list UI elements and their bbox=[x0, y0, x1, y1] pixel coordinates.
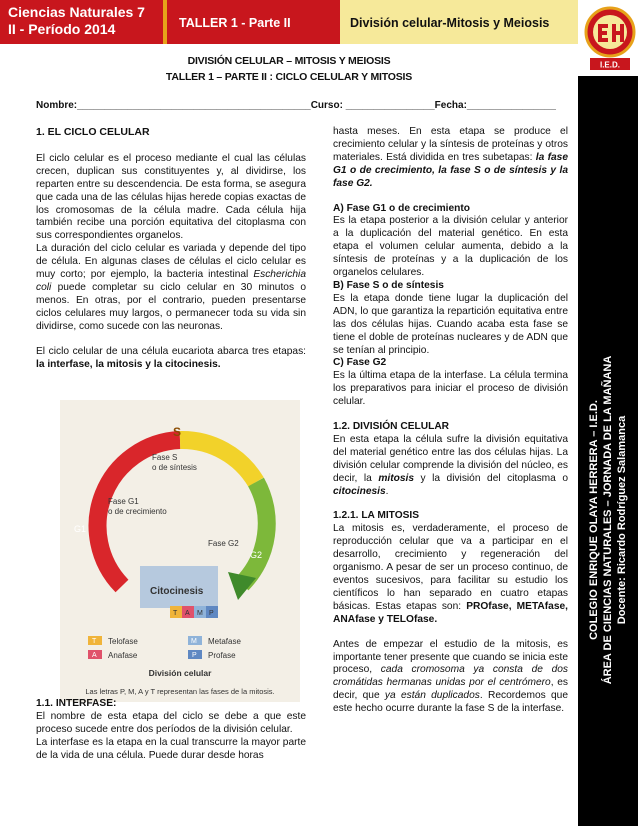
legend-anafase: Anafase bbox=[108, 651, 138, 660]
paragraph: La interfase es la etapa en la cual transcurre la mayor parte de la vida de una célula. Puede durar desde horas bbox=[36, 736, 306, 761]
fase-s-sub: o de síntesis bbox=[152, 463, 197, 472]
g2-label: G2 bbox=[250, 550, 263, 560]
course-label bbox=[0, 0, 163, 44]
division-label: División celular bbox=[148, 668, 212, 678]
legend-profase: Profase bbox=[208, 651, 236, 660]
paragraph: hasta meses. En esta etapa se produce el crecimiento celular y la síntesis de proteínas y otros materiales. Está dividida en tres subetapas: la fase G1 o de crecimiento, la fase S o de síntesis y la fase G2. bbox=[333, 126, 568, 189]
logo-text: I.E.D. bbox=[599, 60, 621, 70]
heading-fase-g2: C) Fase G2 bbox=[333, 357, 387, 369]
course-period: II - Período 2014 bbox=[8, 21, 116, 37]
g1-label: G1 bbox=[74, 524, 87, 534]
legend-p-key: P bbox=[192, 652, 197, 659]
workshop-tab-label: TALLER 1 - Parte II bbox=[179, 16, 291, 30]
segment-p-label: P bbox=[209, 610, 214, 617]
citocinesis-label: Citocinesis bbox=[150, 586, 204, 597]
doc-subtitle: TALLER 1 – PARTE II : CICLO CELULAR Y MITOSIS bbox=[165, 71, 413, 83]
sidebar-text bbox=[587, 356, 629, 685]
paragraph: Es la etapa posterior a la división celular y anterior a la duplicación del material genético. En esta etapa el volumen celular aumenta, debido a la síntesis de proteínas y a la duplicación de los organelos celulares. bbox=[333, 215, 568, 279]
section-heading-ciclo: 1. EL CICLO CELULAR bbox=[36, 126, 150, 138]
course-name: Ciencias Naturales 7 bbox=[8, 4, 145, 20]
paragraph: Es la última etapa de la interfase. La célula termina los preparativos para iniciar el proceso de división celular. bbox=[333, 370, 568, 408]
workshop-tab bbox=[163, 0, 340, 44]
section-heading-interfase: 1.1. INTERFASE: bbox=[36, 698, 117, 709]
legend-metafase: Metafase bbox=[208, 637, 241, 646]
heading-division-celular: 1.2. DIVISIÓN CELULAR bbox=[333, 421, 450, 433]
legend-a-key: A bbox=[92, 652, 97, 659]
school-name: COLEGIO ENRIQUE OLAYA HERRERA – I.E.D. bbox=[588, 400, 600, 640]
paragraph: El ciclo celular es el proceso mediante el cual las células crecen, duplican sus constituyentes y, al dividirse, los reparten entre su descendencia. De esta forma, se asegura que cada una de las células hijas herede copias exactas de los cromosomas de la célula madre. Cada célula hija también recibe una porción equitativa del citoplasma con sus correspondientes organelos. bbox=[36, 152, 306, 242]
fase-g1-label: Fase G1 bbox=[108, 497, 139, 506]
paragraph: Antes de empezar el estudio de la mitosis, es importante tener presente que cuando se inicia este proceso, cada cromosoma ya consta de dos cromátidas hermanas unidas por el centrómero, es decir, que ya están duplicados. Recordemos que este hecho ocurre durante la fase S de la interfase. bbox=[333, 638, 569, 715]
doc-title: DIVISIÓN CELULAR – MITOSIS Y MEIOSIS bbox=[187, 55, 391, 67]
s-label: S bbox=[173, 425, 182, 439]
s-arc bbox=[180, 440, 256, 482]
right-column bbox=[333, 126, 568, 716]
heading-fase-g1: A) Fase G1 o de crecimiento bbox=[333, 202, 471, 214]
fase-g1-sub: o de crecimiento bbox=[108, 507, 167, 516]
heading-fase-s: B) Fase S o de síntesis bbox=[333, 279, 444, 291]
segment-t-label: T bbox=[173, 610, 178, 617]
fase-g2-label: Fase G2 bbox=[208, 539, 239, 548]
school-logo bbox=[584, 2, 636, 74]
cell-cycle-figure bbox=[60, 400, 300, 702]
left-column-bottom bbox=[36, 698, 306, 763]
paragraph: La duración del ciclo celular es variada y depende del tipo de célula. En algunas clases de células el ciclo celular es muy corto; por ejemplo, la bacteria intestinal Escherichia coli puede completar su ciclo celular en 30 minutos o menos. En otras, por el contrario, pueden presentarse ciclos celulares muy largos, o permanecer toda su vida sin dividirse, como sucede con las neuronas. bbox=[36, 243, 306, 332]
heading-mitosis: 1.2.1. LA MITOSIS bbox=[333, 510, 420, 522]
paragraph: Es la etapa donde tiene lugar la duplicación del ADN, lo que garantiza la repartición equitativa entre las dos células hijas. Cuando acaba esta fase se tiene el doble de proteínas nucleares y de ADN que se tenían al principio. bbox=[333, 292, 568, 356]
left-column bbox=[36, 126, 306, 383]
paragraph: El ciclo celular de una célula eucariota abarca tres etapas: la interfase, la mitosis y la citocinesis. bbox=[36, 345, 306, 370]
paragraph: La mitosis es, verdaderamente, el proceso de reproducción celular que va a participar en el desarrollo, crecimiento y regeneración del organismo. A pesar de ser un proceso continuo, de eventos sucesivos, para facilitar su estudio los científicos lo han separado en cuatro etapas básicas. Estas etapas son: PROfase, METAfase, ANAfase y TELOfase. bbox=[333, 523, 568, 625]
legend-t-key: T bbox=[92, 638, 97, 645]
segment-a-label: A bbox=[185, 610, 190, 617]
figure-caption: Las letras P, M, A y T representan las fases de la mitosis. bbox=[85, 687, 275, 696]
legend-m-key: M bbox=[191, 638, 197, 645]
topic-tab-label: División celular-Mitosis y Meiosis bbox=[350, 16, 550, 30]
paragraph: En esta etapa la célula sufre la división equitativa del material genético entre las dos células hijas. La división celular comprende la división del núcleo, es decir, la mitosis y la división del citoplasma o citocinesis. bbox=[333, 433, 568, 497]
segment-m-label: M bbox=[197, 610, 203, 617]
teacher: Docente: Ricardo Rodríguez Salamanca bbox=[616, 415, 628, 625]
topic-tab bbox=[340, 0, 578, 44]
g2-arc bbox=[242, 482, 267, 584]
legend-telofase: Telofase bbox=[108, 637, 138, 646]
student-info-line: Nombre:__________________________________________Curso: ________________Fecha:________________ bbox=[36, 100, 556, 111]
paragraph: El nombre de esta etapa del ciclo se debe a que este proceso sucede entre dos períodos de la división celular. bbox=[36, 710, 306, 735]
fase-s-label: Fase S bbox=[152, 453, 178, 462]
department: ÁREA DE CIENCIAS NATURALES – JORNADA DE LA MAÑANA bbox=[602, 355, 614, 685]
